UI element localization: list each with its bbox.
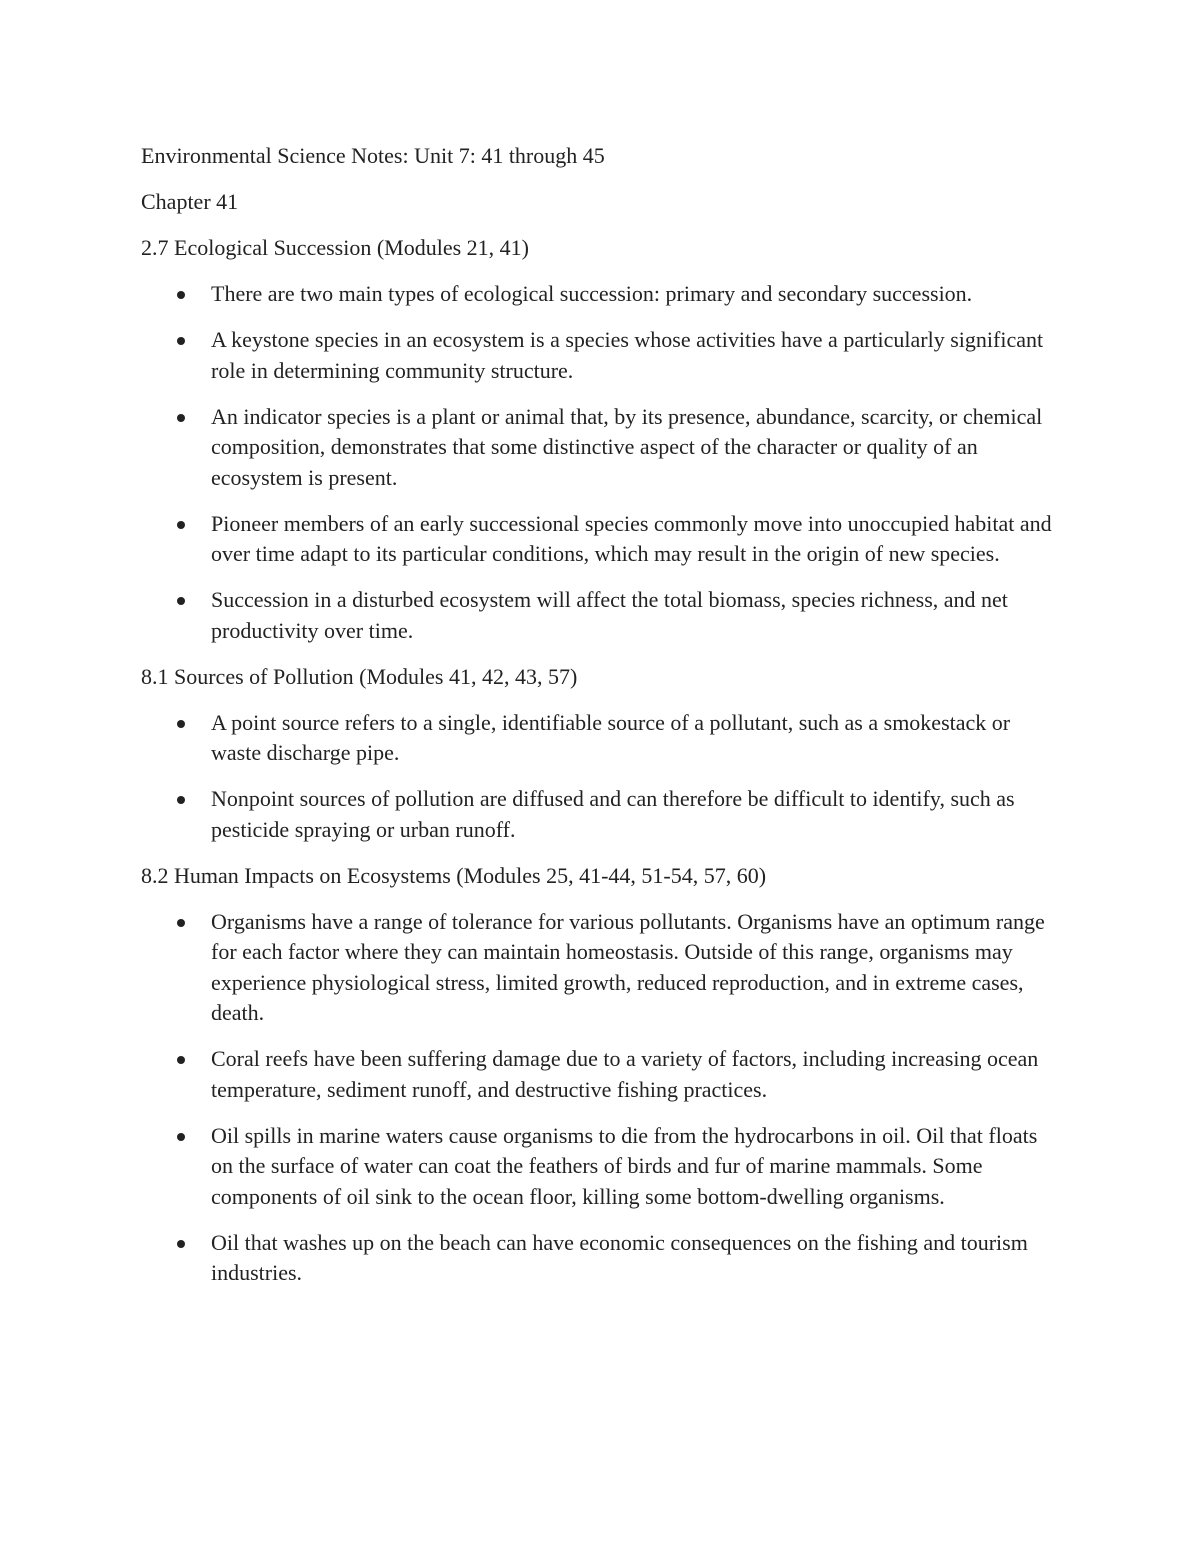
bullet-icon	[177, 1056, 185, 1064]
list-item	[141, 1121, 1061, 1213]
list-item-text: There are two main types of ecological succession: primary and secondary succession.	[211, 281, 973, 306]
document-title: Environmental Science Notes: Unit 7: 41 through 45	[141, 143, 605, 168]
bullet-icon	[177, 291, 185, 299]
list-item	[141, 509, 1061, 570]
list-item	[141, 1044, 1061, 1105]
document-body	[141, 141, 1061, 1304]
bullet-icon	[177, 597, 185, 605]
list-item	[141, 708, 1061, 769]
list-item	[141, 784, 1061, 845]
list-item-text: Nonpoint sources of pollution are diffused and can therefore be difficult to identify, such as pesticide spraying or urban runoff.	[211, 786, 1015, 842]
list-item	[141, 402, 1061, 494]
section-ecological-succession	[141, 233, 1061, 646]
list-item-text: Succession in a disturbed ecosystem will affect the total biomass, species richness, and net productivity over time.	[211, 587, 1008, 643]
bullet-icon	[177, 1240, 185, 1248]
list-item-text: Organisms have a range of tolerance for various pollutants. Organisms have an optimum range for each factor where they can maintain homeostasis. Outside of this range, organisms may experience physiological stress, limited growth, reduced reproduction, and in extreme cases, death.	[211, 908, 1045, 1025]
list-item-text: Coral reefs have been suffering damage due to a variety of factors, including increasing ocean temperature, sediment runoff, and destructive fishing practices.	[211, 1046, 1039, 1102]
list-item-text: A keystone species in an ecosystem is a species whose activities have a particularly significant role in determining community structure.	[211, 327, 1044, 383]
bullet-icon	[177, 414, 185, 422]
list-item	[141, 279, 1061, 310]
bullet-icon	[177, 521, 185, 529]
section-sources-of-pollution	[141, 662, 1061, 846]
bullet-icon	[177, 919, 185, 927]
section-heading: 8.2 Human Impacts on Ecosystems (Modules 25, 41-44, 51-54, 57, 60)	[141, 862, 767, 888]
list-item	[141, 325, 1061, 386]
section-human-impacts	[141, 861, 1061, 1289]
section-heading: 2.7 Ecological Succession (Modules 21, 41)	[141, 235, 529, 260]
list-item-text: A point source refers to a single, identifiable source of a pollutant, such as a smokestack or waste discharge pipe.	[211, 709, 1011, 765]
bullet-icon	[177, 796, 185, 804]
list-item	[141, 1228, 1061, 1289]
bullet-list	[141, 708, 1061, 846]
chapter-label: Chapter 41	[141, 189, 239, 214]
bullet-icon	[177, 720, 185, 728]
list-item	[141, 585, 1061, 646]
list-item-text: An indicator species is a plant or animal that, by its presence, abundance, scarcity, or chemical composition, demonstrates that some distinctive aspect of the character or quality of an ecosystem is present.	[211, 403, 1043, 490]
list-item-text: Oil spills in marine waters cause organisms to die from the hydrocarbons in oil. Oil that floats on the surface of water can coat the feathers of birds and fur of marine mammals. Some components of oil sink to the ocean floor, killing some bottom-dwelling organisms.	[211, 1122, 1038, 1209]
bullet-list	[141, 279, 1061, 646]
bullet-icon	[177, 1133, 185, 1141]
list-item	[141, 907, 1061, 1029]
section-heading: 8.1 Sources of Pollution (Modules 41, 42, 43, 57)	[141, 663, 578, 689]
list-item-text: Oil that washes up on the beach can have economic consequences on the fishing and tourism industries.	[211, 1229, 1028, 1285]
list-item-text: Pioneer members of an early successional species commonly move into unoccupied habitat and over time adapt to its particular conditions, which may result in the origin of new species.	[211, 510, 1052, 566]
bullet-list	[141, 907, 1061, 1289]
bullet-icon	[177, 337, 185, 345]
